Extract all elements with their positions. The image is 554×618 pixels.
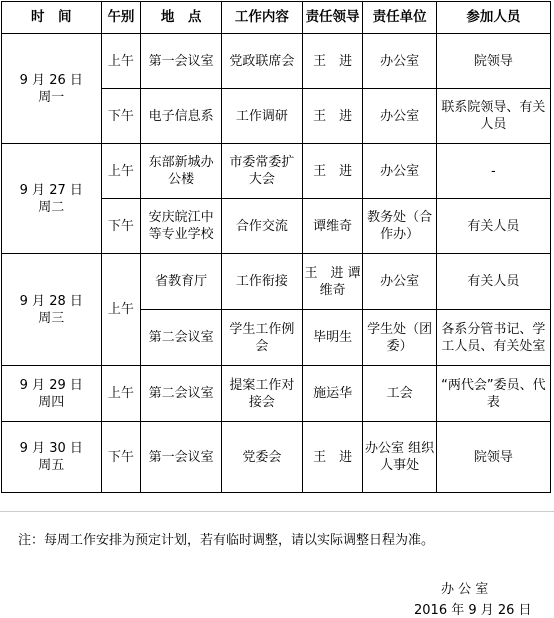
leader-cell: 王 进 谭维奇: [302, 254, 363, 310]
day-date: 9 月 29 日: [19, 377, 83, 393]
header-content: 工作内容: [222, 2, 303, 34]
people-cell: 有关人员: [436, 199, 550, 254]
table-row: [2, 34, 551, 89]
location-cell: 安庆皖江中等专业学校: [141, 199, 222, 254]
unit-cell: 办公室: [363, 144, 436, 199]
day-cell: [2, 422, 102, 493]
half-cell: 下午: [101, 422, 141, 493]
unit-cell: 办公室: [363, 34, 436, 89]
content-cell: 提案工作对接会: [222, 366, 303, 422]
people-cell: “两代会”委员、代表: [436, 366, 550, 422]
people-cell: 联系院领导、有关人员: [436, 89, 550, 144]
location-cell: 第一会议室: [141, 422, 222, 493]
leader-cell: 王 进: [302, 144, 363, 199]
leader-cell: 王 进: [302, 422, 363, 493]
day-weekday: 周二: [38, 199, 65, 215]
location-cell: 第一会议室: [141, 34, 222, 89]
unit-cell: 办公室 组织人事处: [363, 422, 436, 493]
footnote: 注：每周工作安排为预定计划，若有临时调整，请以实际调整日程为准。: [18, 533, 435, 548]
leader-cell: 施运华: [302, 366, 363, 422]
day-date: 9 月 26 日: [19, 72, 83, 88]
unit-cell: 办公室: [363, 89, 436, 144]
header-time: 时 间: [2, 2, 102, 34]
content-cell: 学生工作例会: [222, 310, 303, 366]
people-cell: 院领导: [436, 422, 550, 493]
unit-cell: 教务处（合作办）: [363, 199, 436, 254]
day-cell: [2, 34, 102, 144]
half-cell: 下午: [101, 89, 141, 144]
table-row: [2, 144, 551, 199]
schedule-table: [1, 1, 551, 493]
day-date: 9 月 28 日: [19, 293, 83, 309]
day-cell: [2, 254, 102, 366]
day-date: 9 月 30 日: [19, 441, 83, 456]
content-cell: 市委常委扩大会: [222, 144, 303, 199]
half-cell: 上午: [101, 144, 141, 199]
location-cell: 第二会议室: [141, 366, 222, 422]
header-location: 地 点: [141, 2, 222, 34]
sign-date: 2016 年 9 月 26 日: [414, 603, 532, 618]
location-cell: 省教育厅: [141, 254, 222, 310]
day-weekday: 周一: [38, 89, 65, 105]
day-weekday: 周五: [38, 458, 65, 473]
people-cell: -: [436, 144, 550, 199]
half-cell: 上午: [101, 254, 141, 366]
table-row: [2, 366, 551, 422]
people-cell: 各系分管书记、学工人员、有关处室: [436, 310, 550, 366]
leader-cell: 毕明生: [302, 310, 363, 366]
people-cell: 有关人员: [436, 254, 550, 310]
half-cell: 上午: [101, 34, 141, 89]
content-cell: 工作调研: [222, 89, 303, 144]
day-weekday: 周三: [38, 310, 65, 326]
people-cell: 院领导: [436, 34, 550, 89]
unit-cell: 工会: [363, 366, 436, 422]
leader-cell: 谭维奇: [302, 199, 363, 254]
location-cell: 电子信息系: [141, 89, 222, 144]
half-cell: 下午: [101, 199, 141, 254]
day-weekday: 周四: [38, 394, 65, 410]
location-cell: 东部新城办公楼: [141, 144, 222, 199]
content-cell: 工作衔接: [222, 254, 303, 310]
signature: 办 公 室: [441, 582, 489, 597]
day-date: 9 月 27 日: [19, 182, 83, 198]
header-leader: 责任领导: [302, 2, 363, 34]
content-cell: 党委会: [222, 422, 303, 493]
leader-cell: 王 进: [302, 34, 363, 89]
location-cell: 第二会议室: [141, 310, 222, 366]
half-cell: 上午: [101, 366, 141, 422]
header-half: 午别: [101, 2, 141, 34]
leader-cell: 王 进: [302, 89, 363, 144]
divider: [0, 511, 554, 512]
table-row: [2, 422, 551, 493]
unit-cell: 学生处（团委）: [363, 310, 436, 366]
content-cell: 党政联席会: [222, 34, 303, 89]
day-cell: [2, 144, 102, 254]
header-row: [2, 2, 551, 34]
day-cell: [2, 366, 102, 422]
content-cell: 合作交流: [222, 199, 303, 254]
table-row: [2, 254, 551, 310]
unit-cell: 办公室: [363, 254, 436, 310]
header-unit: 责任单位: [363, 2, 436, 34]
header-people: 参加人员: [436, 2, 550, 34]
